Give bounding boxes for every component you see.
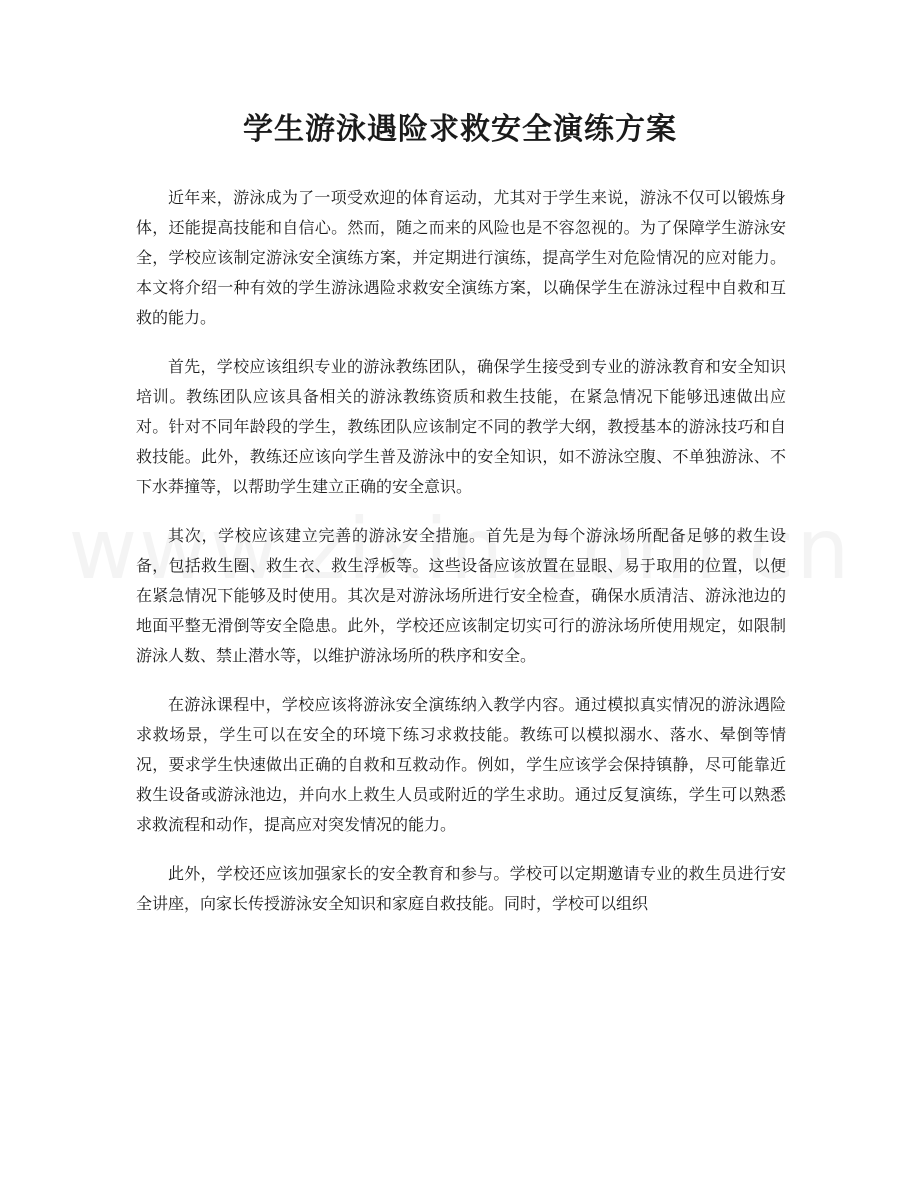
paragraph-1: 近年来，游泳成为了一项受欢迎的体育运动，尤其对于学生来说，游泳不仅可以锻炼身体，还能提高技能和自信心。然而，随之而来的风险也是不容忽视的。为了保障学生游泳安全，学校应该制定游泳安全演练方案，并定期进行演练，提高学生对危险情况的应对能力。本文将介绍一种有效的学生游泳遇险求救安全演练方案，以确保学生在游泳过程中自救和互救的能力。 (136, 188, 786, 327)
paragraph-4: 在游泳课程中，学校应该将游泳安全演练纳入教学内容。通过模拟真实情况的游泳遇险求救场景，学生可以在安全的环境下练习求救技能。教练可以模拟溺水、落水、晕倒等情况，要求学生快速做出正确的自救和互救动作。例如，学生应该学会保持镇静，尽可能靠近救生设备或游泳池边，并向水上救生人员或附近的学生求助。通过反复演练，学生可以熟悉求救流程和动作，提高应对突发情况的能力。 (136, 695, 786, 834)
paragraph-3: 其次，学校应该建立完善的游泳安全措施。首先是为每个游泳场所配备足够的救生设备，包括救生圈、救生衣、救生浮板等。这些设备应该放置在显眼、易于取用的位置，以便在紧急情况下能够及时使用。其次是对游泳场所进行安全检查，确保水质清洁、游泳池边的地面平整无滑倒等安全隐患。此外，学校还应该制定切实可行的游泳场所使用规定，如限制游泳人数、禁止潜水等，以维护游泳场所的秩序和安全。 (136, 526, 786, 665)
document-body (136, 183, 786, 938)
paragraph-5: 此外，学校还应该加强家长的安全教育和参与。学校可以定期邀请专业的救生员进行安全讲座，向家长传授游泳安全知识和家庭自救技能。同时，学校可以组织 (136, 864, 786, 913)
document-title: 学生游泳遇险求救安全演练方案 (243, 112, 677, 147)
paragraph-2: 首先，学校应该组织专业的游泳教练团队，确保学生接受到专业的游泳教育和安全知识培训。教练团队应该具备相关的游泳教练资质和救生技能，在紧急情况下能够迅速做出应对。针对不同年龄段的学生，教练团队应该制定不同的教学大纲，教授基本的游泳技巧和自救技能。此外，教练还应该向学生普及游泳中的安全知识，如不游泳空腹、不单独游泳、不下水莽撞等，以帮助学生建立正确的安全意识。 (136, 357, 786, 496)
